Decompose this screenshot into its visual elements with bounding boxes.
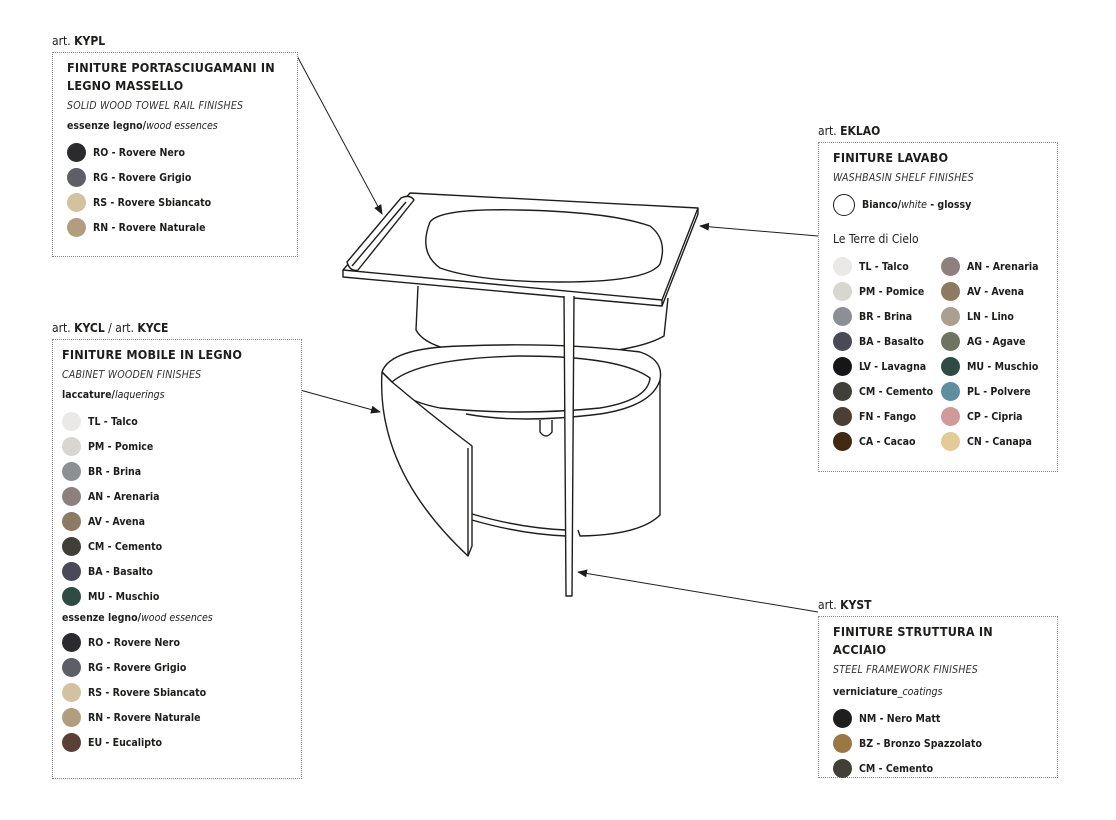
swatch-item <box>833 329 941 354</box>
swatch-item <box>833 404 941 429</box>
swatch-item <box>833 254 941 279</box>
swatch-label: RG - Rovere Grigio <box>88 661 187 674</box>
swatch-label: NM - Nero Matt <box>859 712 941 725</box>
kyst-finishes-panel <box>818 616 1058 778</box>
swatch-dot <box>833 382 852 401</box>
swatch-label: RO - Rovere Nero <box>93 146 185 159</box>
art-code: KYCE <box>137 321 169 335</box>
swatch-label: RS - Rovere Sbiancato <box>88 686 207 699</box>
swatch-list-essenze <box>62 630 287 755</box>
panel-subtitle: WASHBASIN SHELF FINISHES <box>833 172 974 184</box>
swatch-dot <box>62 708 81 727</box>
swatch-dot <box>62 462 81 481</box>
swatch-dot <box>941 357 960 376</box>
swatch-label: BR - Brina <box>88 465 142 478</box>
eklao-finishes-panel <box>818 142 1058 472</box>
swatch-dot <box>62 633 81 652</box>
swatch-label: CA - Cacao <box>859 435 916 448</box>
swatch-dot <box>62 683 81 702</box>
swatch-label: PM - Pomice <box>859 285 925 298</box>
panel-subtitle: SOLID WOOD TOWEL RAIL FINISHES <box>67 100 244 112</box>
swatch-label: CN - Canapa <box>967 435 1032 448</box>
swatch-item <box>941 379 1051 404</box>
swatch-dot <box>62 437 81 456</box>
art-label-eklao <box>818 124 880 138</box>
panel-subtitle: STEEL FRAMEWORK FINISHES <box>833 664 979 676</box>
section-label-laccature: laccature/laquerings <box>62 389 165 401</box>
swatch-label: RN - Rovere Naturale <box>88 711 201 724</box>
swatch-item <box>941 254 1051 279</box>
swatch-dot <box>941 407 960 426</box>
swatch-item <box>62 730 287 755</box>
swatch-list-laccature <box>62 409 287 609</box>
art-code: KYCL <box>74 321 105 335</box>
swatch-dot <box>67 143 86 162</box>
swatch-dot <box>941 382 960 401</box>
swatch-dot <box>941 257 960 276</box>
swatch-dot <box>833 257 852 276</box>
swatch-dot <box>62 512 81 531</box>
swatch-item <box>941 304 1051 329</box>
swatch-label: PL - Polvere <box>967 385 1031 398</box>
swatch-label: CM - Cemento <box>859 762 934 775</box>
swatch-label: TL - Talco <box>88 415 138 428</box>
swatch-label: BA - Basalto <box>88 565 153 578</box>
swatch-item <box>67 215 283 240</box>
swatch-dot <box>62 537 81 556</box>
swatch-label: EU - Eucalipto <box>88 736 163 749</box>
swatch-dot <box>833 734 852 753</box>
swatch-item <box>833 379 941 404</box>
swatch-item <box>833 429 941 454</box>
swatch-item <box>62 484 287 509</box>
swatch-dot <box>833 194 855 216</box>
section-label: verniciature_coatings <box>833 686 943 698</box>
art-prefix: art. <box>818 598 837 612</box>
swatch-dot <box>833 432 852 451</box>
art-label-kyst <box>818 598 871 612</box>
swatch-list <box>67 140 283 240</box>
swatch-item <box>62 459 287 484</box>
swatch-label: RG - Rovere Grigio <box>93 171 192 184</box>
section-label-essenze: essenze legno/wood essences <box>62 612 213 624</box>
swatch-dot <box>62 587 81 606</box>
swatch-list <box>833 706 1043 781</box>
swatch-item <box>941 354 1051 379</box>
swatch-label: CM - Cemento <box>88 540 163 553</box>
swatch-dot <box>833 407 852 426</box>
swatch-label: MU - Muschio <box>967 360 1039 373</box>
swatch-label: RN - Rovere Naturale <box>93 221 206 234</box>
swatch-dot <box>941 332 960 351</box>
swatch-label: BZ - Bronzo Spazzolato <box>859 737 982 750</box>
swatch-item <box>941 404 1051 429</box>
swatch-label: PM - Pomice <box>88 440 154 453</box>
swatch-bianco: Bianco/white - glossy <box>833 194 1043 216</box>
swatch-item <box>833 304 941 329</box>
kycl-finishes-panel <box>52 339 302 779</box>
swatch-item <box>62 559 287 584</box>
swatch-label: FN - Fango <box>859 410 917 423</box>
swatch-item <box>62 534 287 559</box>
art-prefix: art. <box>52 34 71 48</box>
swatch-dot <box>67 218 86 237</box>
swatch-item <box>62 409 287 434</box>
swatch-dot <box>833 357 852 376</box>
panel-subtitle: CABINET WOODEN FINISHES <box>62 369 202 381</box>
swatch-label: AG - Agave <box>967 335 1026 348</box>
swatch-item <box>62 434 287 459</box>
swatch-item <box>62 705 287 730</box>
terre-di-cielo-label: Le Terre di Cielo <box>833 232 919 246</box>
swatch-item <box>67 140 283 165</box>
swatch-dot <box>941 432 960 451</box>
swatch-dot <box>62 733 81 752</box>
swatch-item <box>941 329 1051 354</box>
swatch-dot <box>941 282 960 301</box>
panel-title: FINITURE LAVABO <box>833 150 949 165</box>
swatch-label: RO - Rovere Nero <box>88 636 180 649</box>
swatch-label: CM - Cemento <box>859 385 934 398</box>
swatch-label: BA - Basalto <box>859 335 924 348</box>
swatch-label: MU - Muschio <box>88 590 160 603</box>
swatch-grid <box>833 254 1043 454</box>
swatch-label: AN - Arenaria <box>967 260 1039 273</box>
swatch-item <box>833 706 1043 731</box>
swatch-item <box>833 354 941 379</box>
swatch-dot <box>833 709 852 728</box>
swatch-dot <box>833 282 852 301</box>
swatch-label: BR - Brina <box>859 310 913 323</box>
section-label: essenze legno/wood essences <box>67 120 218 132</box>
swatch-item <box>62 630 287 655</box>
art-prefix: art. <box>818 124 837 138</box>
swatch-item <box>833 731 1043 756</box>
panel-title: FINITURE STRUTTURA IN ACCIAIO <box>833 624 993 657</box>
panel-title: FINITURE MOBILE IN LEGNO <box>62 347 243 362</box>
swatch-dot <box>67 193 86 212</box>
swatch-dot <box>833 759 852 778</box>
swatch-dot <box>62 412 81 431</box>
art-code: KYPL <box>74 34 106 48</box>
swatch-item <box>833 756 1043 781</box>
swatch-item <box>62 680 287 705</box>
swatch-dot <box>62 658 81 677</box>
art-label-kypl <box>52 34 105 48</box>
swatch-item <box>62 655 287 680</box>
art-code: KYST <box>840 598 872 612</box>
swatch-label: AV - Avena <box>88 515 146 528</box>
swatch-dot <box>67 168 86 187</box>
art-label-kycl-kyce: art. KYCL / art. KYCE <box>52 321 169 335</box>
swatch-item <box>62 584 287 609</box>
swatch-label: LV - Lavagna <box>859 360 927 373</box>
swatch-dot <box>833 332 852 351</box>
swatch-label: RS - Rovere Sbiancato <box>93 196 212 209</box>
swatch-item <box>941 279 1051 304</box>
swatch-label: AN - Arenaria <box>88 490 160 503</box>
swatch-item <box>67 190 283 215</box>
art-code: EKLAO <box>840 124 881 138</box>
swatch-dot <box>62 487 81 506</box>
swatch-label: AV - Avena <box>967 285 1025 298</box>
swatch-item <box>941 429 1051 454</box>
swatch-dot <box>941 307 960 326</box>
swatch-item <box>833 279 941 304</box>
swatch-label: LN - Lino <box>967 310 1014 323</box>
swatch-item <box>67 165 283 190</box>
swatch-label: CP - Cipria <box>967 410 1023 423</box>
panel-title: FINITURE PORTASCIUGAMANI IN LEGNO MASSELLO <box>67 60 275 93</box>
swatch-dot <box>62 562 81 581</box>
swatch-item <box>62 509 287 534</box>
kypl-finishes-panel <box>52 52 298 257</box>
swatch-label: TL - Talco <box>859 260 909 273</box>
swatch-dot <box>833 307 852 326</box>
